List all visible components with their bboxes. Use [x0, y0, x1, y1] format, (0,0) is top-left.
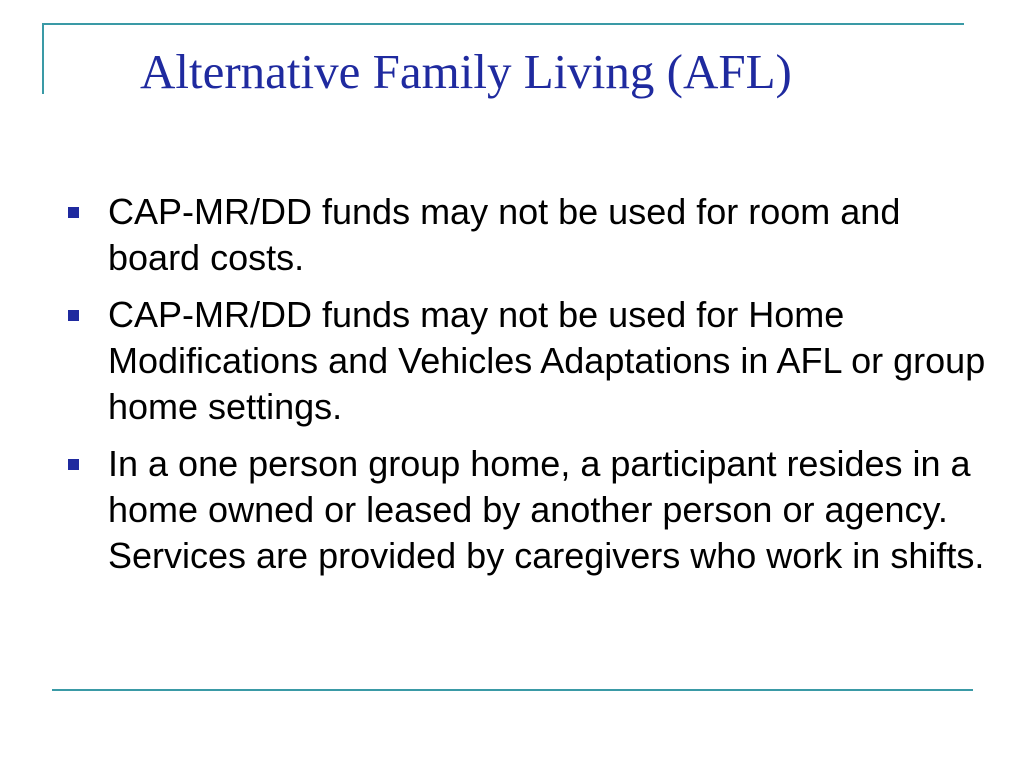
- bullet-item-one-person-group-home: [68, 441, 998, 579]
- square-bullet-icon: [68, 459, 79, 470]
- bullet-text: CAP-MR/DD funds may not be used for room and board costs.: [108, 191, 901, 278]
- square-bullet-icon: [68, 310, 79, 321]
- square-bullet-icon: [68, 207, 79, 218]
- bullet-list: [68, 189, 998, 590]
- bullet-text: In a one person group home, a participant resides in a home owned or leased by another person or agency. Services are provided by caregivers who work in shifts.: [108, 443, 985, 576]
- slide-title: Alternative Family Living (AFL): [140, 44, 792, 99]
- bullet-text: CAP-MR/DD funds may not be used for Home Modifications and Vehicles Adaptations in AFL or group home settings.: [108, 294, 986, 427]
- bottom-frame-line: [52, 689, 973, 691]
- bullet-item-room-and-board: [68, 189, 998, 281]
- top-frame-line: [43, 23, 964, 25]
- bullet-item-home-modifications: [68, 292, 998, 430]
- left-frame-line: [42, 23, 44, 94]
